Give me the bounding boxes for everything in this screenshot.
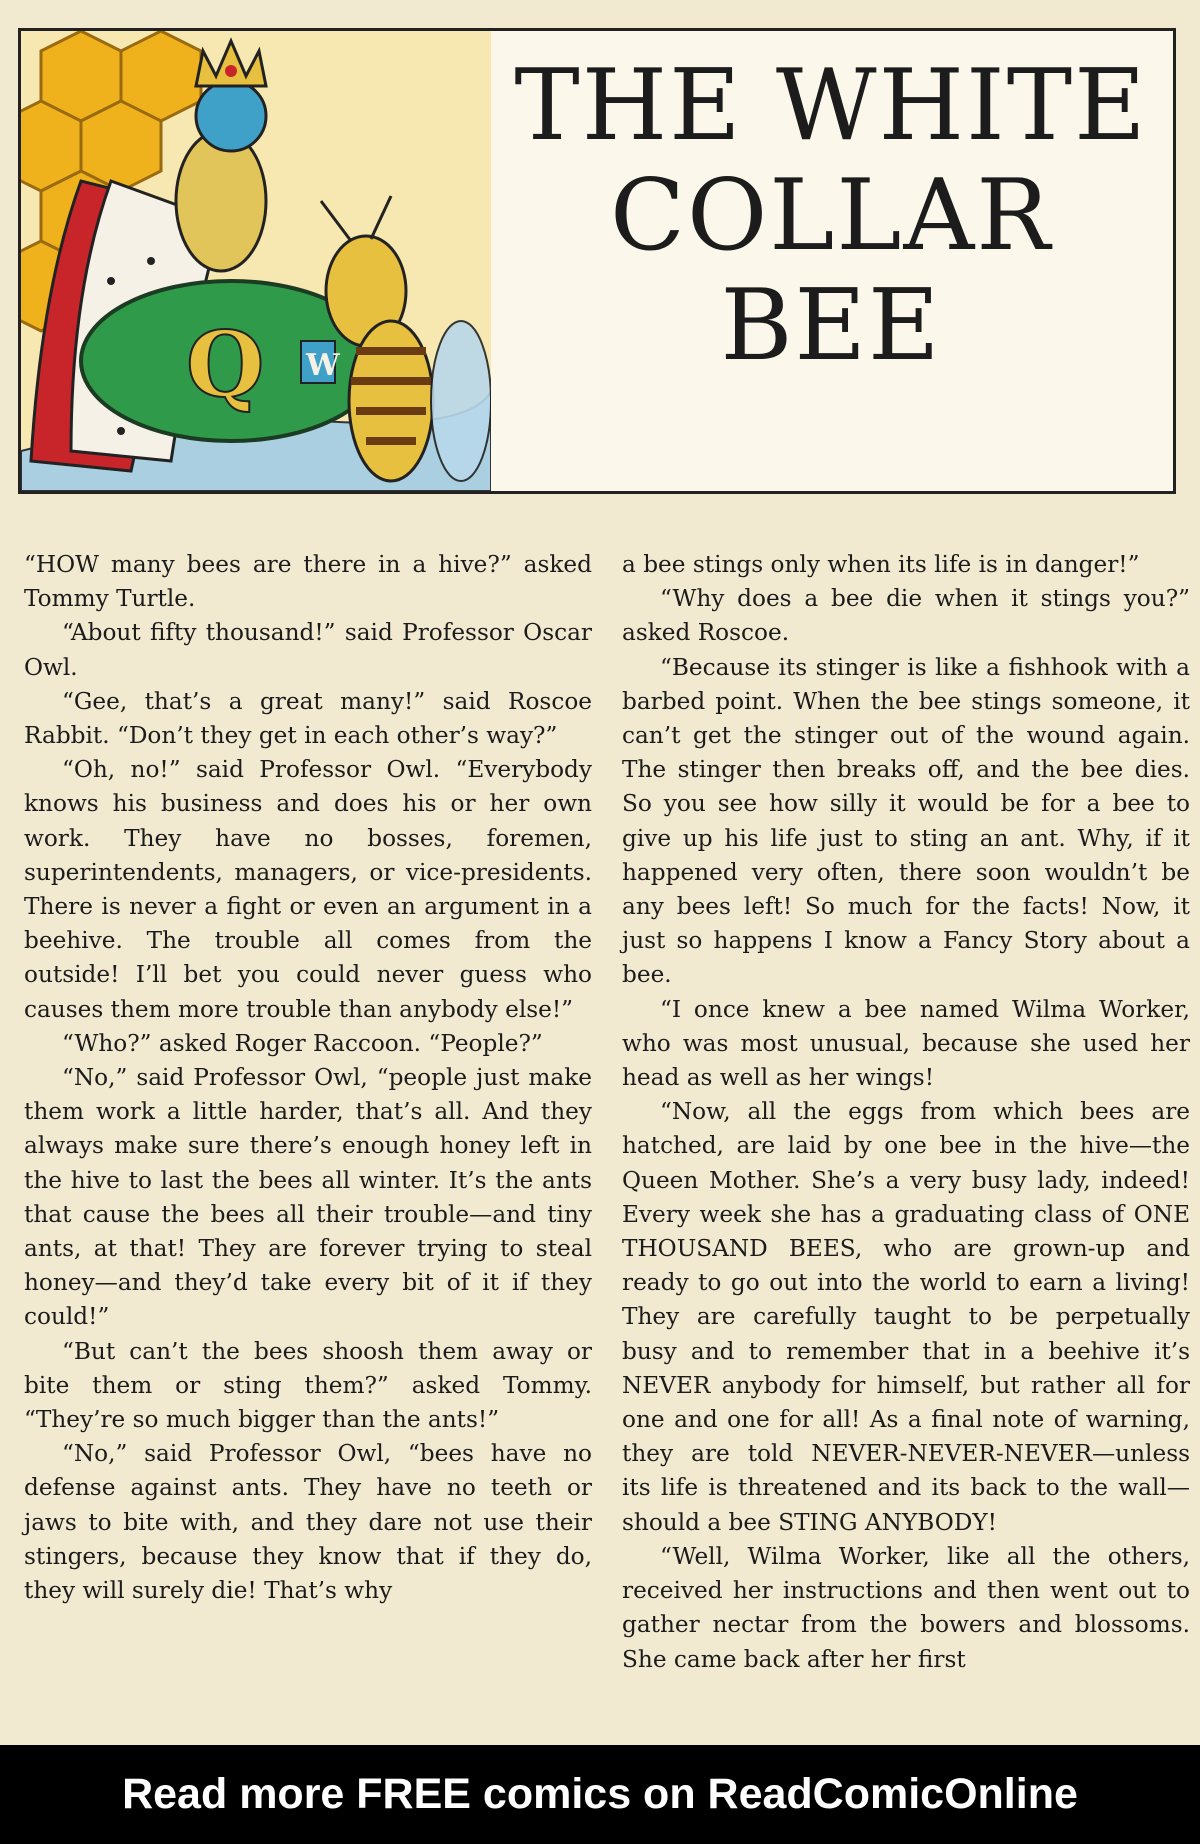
paragraph: “Because its stinger is like a fishhook with a barbed point. When the bee stings someone, it can’t get the stinger out of the wound again. The stinger then breaks off, and the bee dies. So you see how silly it would be for a bee to give up his life just to sting an ant. Why, if it happened very often, there soon wouldn’t be any bees left! So much for the facts! Now, it just so happens I know a Fancy Story about a bee. — [622, 653, 1190, 989]
promo-text[interactable]: Read more FREE comics on ReadComicOnline — [122, 1770, 1078, 1818]
pillow-letter: Q — [186, 312, 265, 418]
paragraph: a bee stings only when its life is in danger!” — [622, 551, 1140, 578]
paragraph: “Who?” asked Roger Raccoon. “People?” — [62, 1029, 543, 1057]
paragraph: “Gee, that’s a great many!” said Roscoe Rabbit. “Don’t they get in each other’s way?” — [24, 687, 592, 750]
paragraph: “Oh, no!” said Professor Owl. “Everybody knows his business and does his or her own work. They have no bosses, foremen, superintendents, managers, or vice-presidents. There is never a fight or even an argument in a beehive. The trouble all comes from the outside! I’ll bet you could never guess who causes them more trouble than anybody else!” — [24, 756, 592, 1023]
paragraph: “Well, Wilma Worker, like all the others, received her instructions and then went out to gather nectar from the bowers and blossoms. She came back after her first — [622, 1542, 1190, 1673]
title-line-2: COLLAR — [609, 159, 1053, 273]
promo-banner[interactable] — [0, 1745, 1200, 1844]
paragraph: “HOW many bees are there in a hive?” asked Tommy Turtle. — [24, 551, 592, 613]
right-column — [622, 548, 1190, 1677]
paragraph: “Now, all the eggs from which bees are hatched, are laid by one bee in the hive—the Queen Mother. She’s a very busy lady, indeed! Every week she has a graduating class of ONE THOUSAND BEES, who are grown-up and ready to go out into the world to earn a living! They are carefully taught to be perpetually busy and to remember that in a beehive it’s NEVER anybody for himself, but rather all for one and one for all! As a final note of warning, they are told NEVER-NEVER-NEVER—unless its life is threatened and its back to the wall—should a bee STING ANYBODY! — [622, 1098, 1190, 1536]
paragraph: “No,” said Professor Owl, “bees have no defense against ants. They have no teeth or jaws to bite with, and they dare not use their stingers, because they know that if they do, they will surely die! That’s why — [24, 1440, 592, 1605]
title-banner — [18, 28, 1176, 494]
queen-bee-illustration — [21, 31, 491, 491]
paragraph: “About fifty thousand!” said Professor Oscar Owl. — [24, 619, 592, 681]
title-line-1: THE WHITE — [514, 49, 1148, 163]
paragraph: “No,” said Professor Owl, “people just make them work a little harder, that’s all. And they always make sure there’s enough honey left in the hive to last the bees all winter. It’s the ants that cause the bees all their trouble—and tiny ants, at that! They are forever trying to steal honey—and they’d take every bit of it if they could!” — [24, 1064, 592, 1331]
tag-letter: W — [306, 348, 340, 383]
paragraph: “Why does a bee die when it stings you?” asked Roscoe. — [622, 585, 1190, 647]
paragraph: “I once knew a bee named Wilma Worker, who was most unusual, because she used her head as well as her wings! — [622, 995, 1190, 1092]
paragraph: “But can’t the bees shoosh them away or bite them or sting them?” asked Tommy. “They’re so much bigger than the ants!” — [24, 1337, 592, 1434]
story-text — [24, 548, 1190, 1718]
title-line-3: BEE — [720, 269, 942, 383]
story-title — [491, 51, 1171, 471]
left-column — [24, 548, 592, 1608]
